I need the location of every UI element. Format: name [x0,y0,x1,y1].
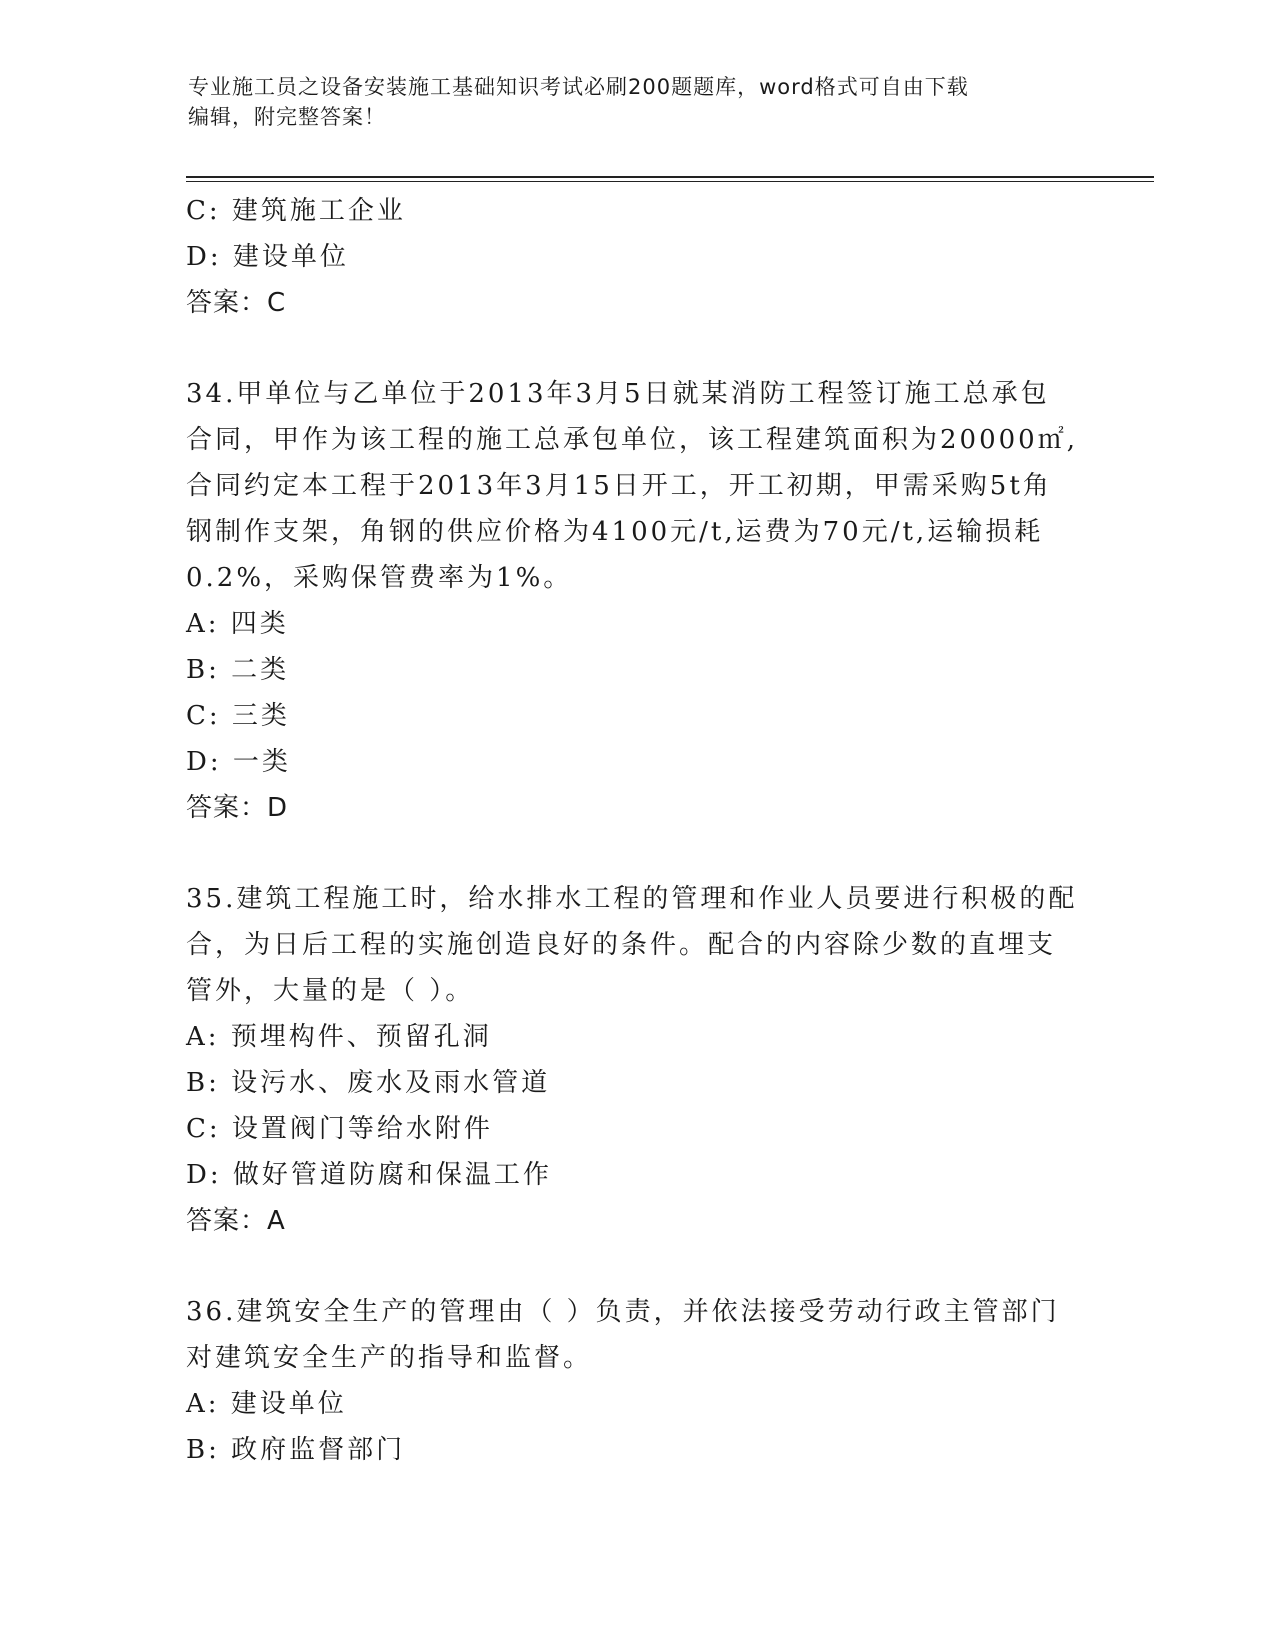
question-spacer [186,326,1086,371]
option-b: B: 政府监督部门 [186,1435,406,1465]
option-d: D: 建设单位 [186,242,349,272]
question-stem-line: 0.2%，采购保管费率为1%。 [186,563,573,593]
option-c: C: 三类 [186,701,290,731]
answer-label: 答案：A [186,1206,286,1236]
option-d: D: 一类 [186,747,291,777]
question-stem-line: 钢制作支架，角钢的供应价格为4100元/t,运费为70元/t,运输损耗 [186,517,1044,547]
question-stem-line: 35.建筑工程施工时，给水排水工程的管理和作业人员要进行积极的配 [186,884,1078,914]
question-stem-line: 合同，甲作为该工程的施工总承包单位，该工程建筑面积为20000㎡, [186,425,1078,455]
option-b: B: 设污水、废水及雨水管道 [186,1068,551,1098]
option-b: B: 二类 [186,655,290,685]
question-stem-line: 合，为日后工程的实施创造良好的条件。配合的内容除少数的直埋支 [186,930,1057,960]
option-a: A: 四类 [186,609,289,639]
option-c: C: 设置阀门等给水附件 [186,1114,493,1144]
question-list [186,188,1086,1473]
question-34 [186,371,1086,831]
option-a: A: 建设单位 [186,1389,347,1419]
question-35 [186,876,1086,1244]
question-33-tail [186,188,1086,326]
page-header [188,72,1088,132]
answer-label: 答案：D [186,793,289,823]
question-stem-line: 管外，大量的是（ ）。 [186,976,475,1006]
option-a: A: 预埋构件、预留孔洞 [186,1022,492,1052]
question-36 [186,1289,1086,1473]
question-spacer [186,831,1086,876]
question-stem-line: 合同约定本工程于2013年3月15日开工，开工初期，甲需采购5t角 [186,471,1052,501]
question-stem-line: 36.建筑安全生产的管理由（ ）负责，并依法接受劳动行政主管部门 [186,1297,1060,1327]
question-stem-line: 34.甲单位与乙单位于2013年3月5日就某消防工程签订施工总承包 [186,379,1050,409]
option-c: C: 建筑施工企业 [186,196,406,226]
header-title-line-2: 编辑，附完整答案！ [188,105,386,129]
header-divider [186,176,1154,182]
header-title-line-1: 专业施工员之设备安装施工基础知识考试必刷200题题库，word格式可自由下载 [188,75,969,99]
question-spacer [186,1244,1086,1289]
option-d: D: 做好管道防腐和保温工作 [186,1160,552,1190]
question-stem-line: 对建筑安全生产的指导和监督。 [186,1343,593,1373]
answer-label: 答案：C [186,288,287,318]
